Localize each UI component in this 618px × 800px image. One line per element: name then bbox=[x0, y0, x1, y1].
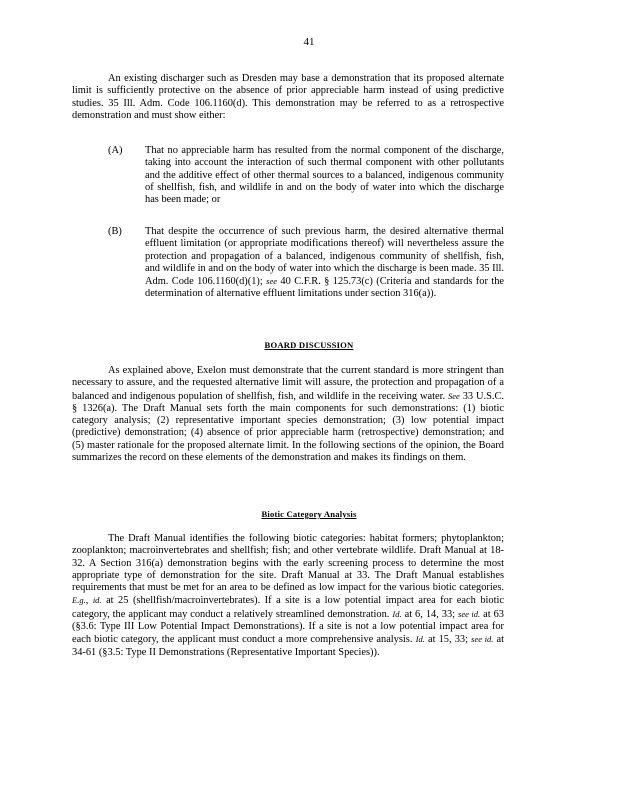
list-item-b-text-b: 40 C.F.R. § 125.73(c) (Criteria and standards for the determination of alternative effluent limitations under section 316(a)). bbox=[145, 276, 504, 300]
board-discussion-text bbox=[72, 365, 504, 464]
citation-signal: see id. bbox=[471, 634, 494, 645]
citation-signal: id. bbox=[92, 595, 102, 606]
biotic-text-6: at 34-61 (§3.5: Type II Demonstrations (Representative Important Species)). bbox=[72, 634, 505, 658]
board-discussion-paragraph bbox=[72, 365, 504, 464]
list-item-b-label: (B) bbox=[108, 226, 122, 237]
section-heading-biotic-category bbox=[0, 508, 618, 520]
list-item-b-text-a: That despite the occurrence of such previous harm, the desired alternative thermal effluent limitation (or appropriate modifications thereof) will nevertheless assure the protection and propagation of a balanced, indigenous community of shellfish, fish, and wildlife in and on the body of water into which the discharge is been made. 35 Ill. Adm. Code 106.1160(d)(1); bbox=[145, 226, 504, 288]
board-text-a: As explained above, Exelon must demonstrate that the current standard is more stringent than necessary to assure, and the requested alternative limit will assure, the protection and propagation of a balanced and indigenous population of shellfish, fish, and wildlife in the receiving water. bbox=[72, 365, 504, 402]
biotic-category-text: The Draft Manual identifies the following biotic categories: habitat formers; phytoplankton; zooplankton; macroinvertebrates and shellfish; fish; and other vertebrate wildlife. Draft Manual at 18-32. A Section 316(a) demonstration begins with the early screening process to determine the most appropriate type of demonstration for the site. Draft Manual at 33. The Draft Manual establishes requirements that must be met for an area to be defined as low impact for the various biotic categories. E.g., id. at 25 (shellfish/macroinvertebrates). If a site is a low potential impact area for each biotic category, the applicant may conduct a relatively streamlined demonstration. Id. at 6, 14, 33; see id. at 63 (§3.6: Type III Low Potential Impact Demonstrations). If a site is not a low potential impact area for each biotic category, the applicant must conduct a more comprehensive analysis. Id. at 15, 33; see id. at 34-61 (§3.5: Type II Demonstrations (Representative Important Species)). bbox=[72, 533, 505, 658]
intro-text: An existing discharger such as Dresden may base a demonstration that its proposed alternate limit is sufficiently protective on the absence of prior appreciable harm instead of using predictive studies. 35 Ill. Adm. Code 106.1160(d). This demonstration may be referred to as a retrospective demonstration and must show either: bbox=[72, 73, 504, 121]
citation-signal: E.g. bbox=[72, 595, 86, 606]
citation-signal: See bbox=[448, 390, 460, 401]
board-text-b: 33 U.S.C. § 1326(a). The Draft Manual sets forth the main components for such demonstrations: (1) biotic category analysis; (2) representative important species demonstration; (3) low potential impact (predictive) demonstration; (4) absence of prior appreciable harm (retrospective) demonstration; and (5) master rationale for the proposed alternate limit. In the following sections of the opinion, the Board summarizes the record on these elements of the demonstration and makes its findings on them. bbox=[72, 390, 504, 464]
list-item-a-label: (A) bbox=[108, 145, 123, 156]
citation-signal: Id. bbox=[392, 608, 402, 619]
biotic-category-paragraph bbox=[72, 533, 504, 659]
biotic-text-3: at 6, 14, 33; bbox=[404, 608, 456, 620]
biotic-text-4: at 63 (§3.6: Type III Low Potential Impact Demonstrations). If a site is not a low potential impact area for each biotic category, the applicant must conduct a more comprehensive analysis. bbox=[72, 608, 504, 646]
list-item-a-text: That no appreciable harm has resulted from the normal component of the discharge, taking into account the interaction of such thermal component with other pollutants and the additive effect of other thermal sources to a balanced, indigenous community of shellfish, fish, and wildlife in and on the body of water into which the discharge has been made; or bbox=[145, 145, 504, 206]
citation-signal: see bbox=[266, 276, 278, 287]
biotic-text-5: at 15, 33; bbox=[427, 634, 468, 646]
citation-signal: see id. bbox=[458, 608, 481, 619]
list-item-b-text bbox=[145, 226, 504, 301]
section-heading-board-discussion bbox=[0, 339, 618, 351]
section-heading-board-discussion-text: BOARD DISCUSSION bbox=[264, 340, 354, 350]
biotic-text-1: The Draft Manual identifies the following biotic categories: habitat formers; phytoplankton; zooplankton; macroinvertebrates and shellfish; fish; and other vertebrate wildlife. Draft Manual at 18-32. A Section 316(a) demonstration begins with the early screening process to determine the most appropriate type of demonstration for the site. Draft Manual at 33. The Draft Manual establishes requirements that must be met for an area to be defined as low impact for the various biotic categories. bbox=[72, 533, 504, 594]
section-heading-biotic-category-text: Biotic Category Analysis bbox=[261, 509, 357, 519]
page-number: 41 bbox=[303, 36, 315, 48]
citation-signal: Id. bbox=[415, 634, 425, 645]
intro-paragraph bbox=[72, 73, 504, 122]
biotic-text-2: at 25 (shellfish/macroinvertebrates). If a site is a low potential impact area for each biotic category, the applicant may conduct a relatively streamlined demonstration. bbox=[72, 595, 504, 620]
